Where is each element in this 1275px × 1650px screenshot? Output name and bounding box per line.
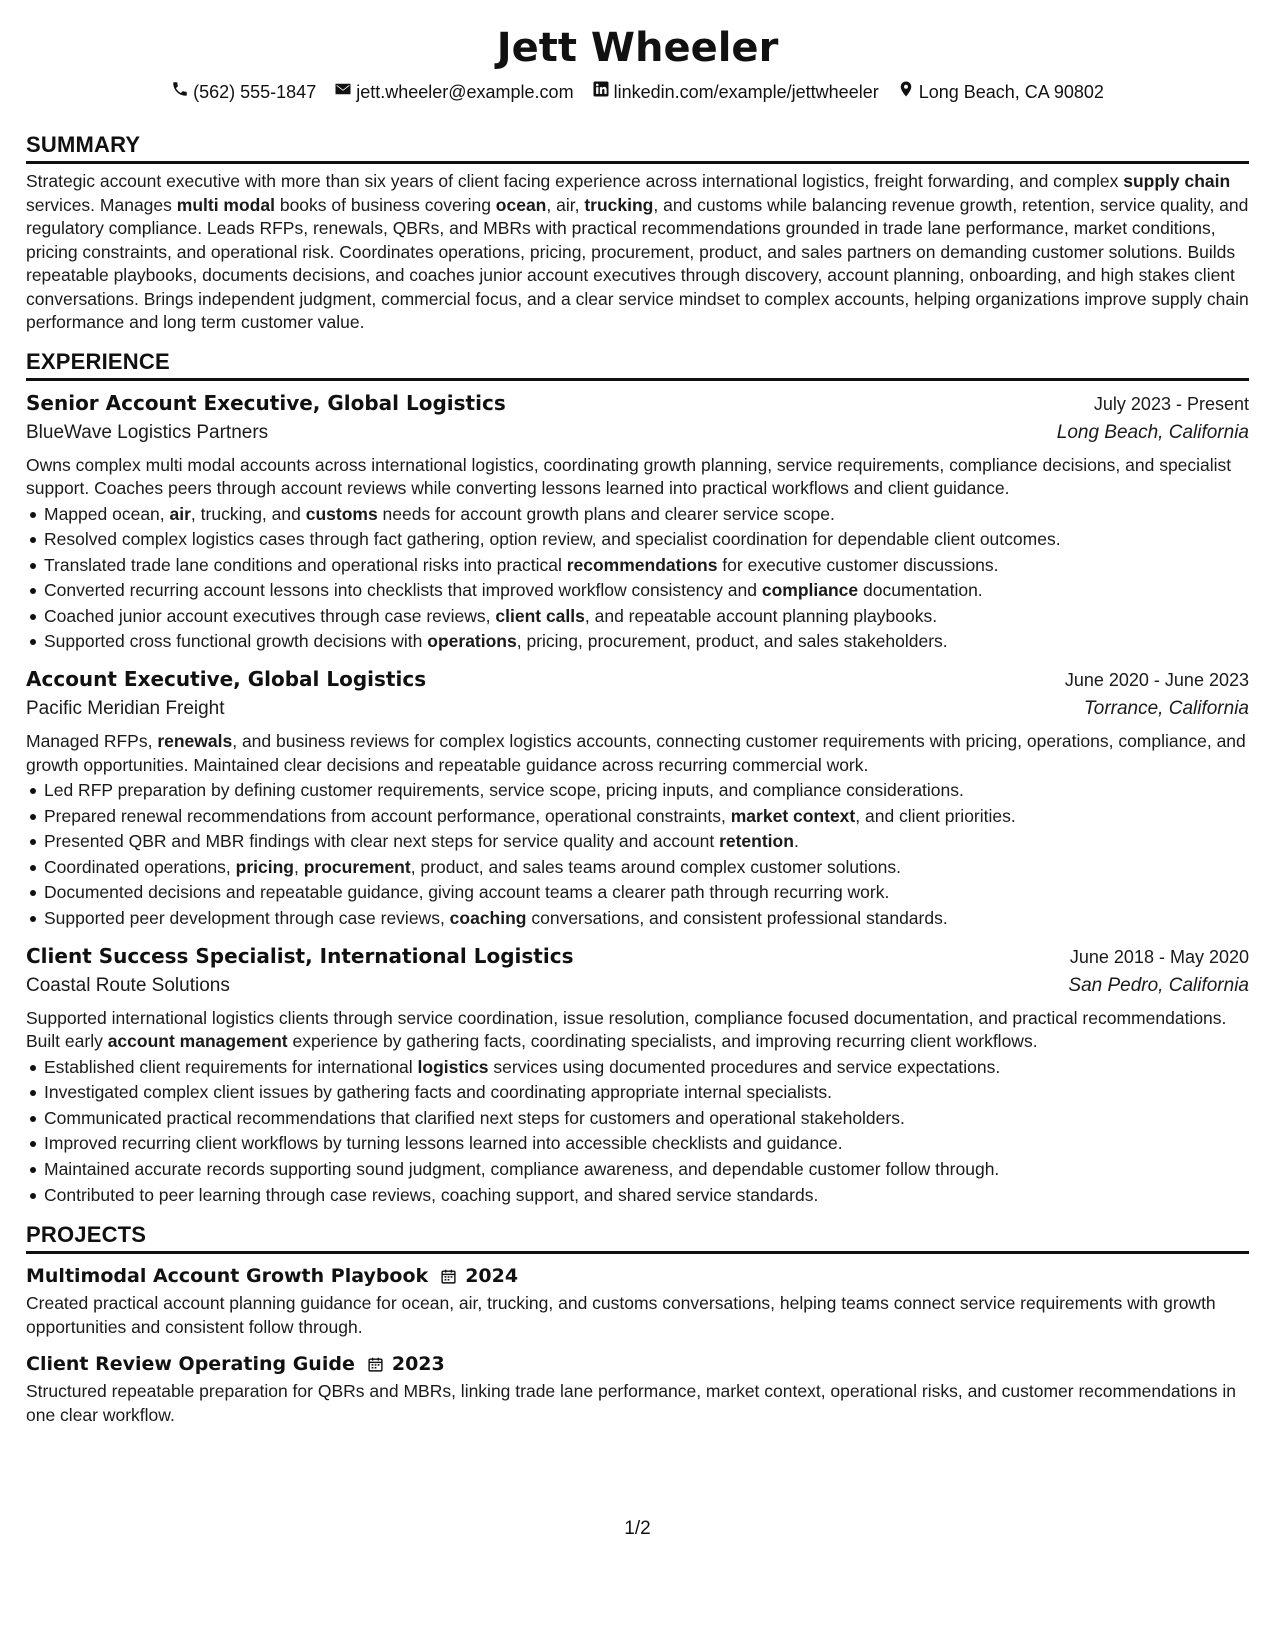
list-item: Mapped ocean, air, trucking, and customs needs for account growth plans and clearer service scope.: [44, 502, 1249, 528]
job-location: Long Beach, California: [1056, 421, 1249, 443]
list-item: Presented QBR and MBR findings with clear next steps for service quality and account retention.: [44, 829, 1249, 855]
list-item: Supported peer development through case reviews, coaching conversations, and consistent professional standards.: [44, 906, 1249, 932]
contact-phone[interactable]: [171, 80, 316, 104]
location-text: Long Beach, CA 90802: [918, 82, 1104, 102]
contact-linkedin[interactable]: [592, 80, 879, 104]
contact-bar: [26, 80, 1249, 104]
job-company: Pacific Meridian Freight: [26, 698, 225, 720]
list-item: Coached junior account executives through case reviews, client calls, and repeatable account planning playbooks.: [44, 604, 1249, 630]
email-text: jett.wheeler@example.com: [356, 82, 574, 102]
project-description: Created practical account planning guidance for ocean, air, trucking, and customs conversations, helping teams connect service requirements with growth opportunities and consistent follow through.: [26, 1293, 1216, 1337]
section-title-summary: SUMMARY: [26, 131, 1249, 164]
list-item: Led RFP preparation by defining customer requirements, service scope, pricing inputs, and compliance considerations.: [44, 778, 1249, 804]
job-description: Managed RFPs, renewals, and business reviews for complex logistics accounts, connecting customer requirements with pricing, operations, compliance, and growth opportunities. Maintained clear decisions and repeatable guidance across recurring commercial work.: [26, 731, 1246, 775]
linkedin-icon: [592, 80, 610, 104]
list-item: Contributed to peer learning through case reviews, coaching support, and shared service standards.: [44, 1183, 1249, 1209]
job-bullets: [26, 1055, 1249, 1209]
list-item: Improved recurring client workflows by turning lessons learned into accessible checklists and guidance.: [44, 1131, 1249, 1157]
phone-text: (562) 555-1847: [193, 82, 317, 102]
job-description: Supported international logistics clients through service coordination, issue resolution, compliance focused documentation, and practical recommendations. Built early account management experience by gathering facts, coordinating specialists, and improving recurring client workflows.: [26, 1007, 1227, 1052]
job-entry: [26, 942, 1249, 1209]
job-title: Account Executive, Global Logistics: [26, 667, 427, 692]
experience-section: [26, 348, 1249, 1209]
contact-location: [897, 80, 1104, 104]
list-item: Prepared renewal recommendations from account performance, operational constraints, market context, and client priorities.: [44, 804, 1249, 830]
project-entry: [26, 1350, 1249, 1427]
job-entry: [26, 389, 1249, 656]
list-item: Maintained accurate records supporting sound judgment, compliance awareness, and dependable customer follow through.: [44, 1157, 1249, 1183]
section-title-experience: EXPERIENCE: [26, 348, 1249, 381]
job-company: Coastal Route Solutions: [26, 974, 230, 996]
list-item: Coordinated operations, pricing, procurement, product, and sales teams around complex customer solutions.: [44, 855, 1249, 881]
projects-section: [26, 1221, 1249, 1427]
project-title: Client Review Operating Guide: [26, 1353, 355, 1376]
job-entry: [26, 665, 1249, 932]
section-title-projects: PROJECTS: [26, 1221, 1249, 1254]
project-title: Multimodal Account Growth Playbook: [26, 1265, 429, 1288]
linkedin-text: linkedin.com/example/jettwheeler: [613, 82, 879, 102]
project-year: 2024: [465, 1265, 519, 1288]
list-item: Translated trade lane conditions and operational risks into practical recommendations for executive customer discussions.: [44, 553, 1249, 579]
calendar-icon: [436, 1268, 457, 1285]
contact-email[interactable]: [334, 80, 573, 104]
job-location: San Pedro, California: [1068, 974, 1249, 996]
project-entry: [26, 1262, 1249, 1339]
job-dates: June 2020 - June 2023: [1064, 670, 1249, 691]
page-number: 1/2: [624, 1518, 651, 1539]
summary-text: Strategic account executive with more than six years of client facing experience across international logistics, freight forwarding, and complex supply chain services. Manages multi modal books of business covering ocean, air, trucking, and customs while balancing revenue growth, retention, service quality, and regulatory compliance. Leads RFPs, renewals, QBRs, and MBRs with practical recommendations grounded in trade lane performance, market conditions, pricing constraints, and operational risk. Coordinates operations, pricing, procurement, product, and sales partners on demanding customer solutions. Builds repeatable playbooks, documents decisions, and coaches junior account executives through discovery, account planning, onboarding, and high stakes client conversations. Brings independent judgment, commercial focus, and a clear service mindset to complex accounts, helping organizations improve supply chain performance and long term customer value.: [26, 171, 1249, 332]
project-description: Structured repeatable preparation for QBRs and MBRs, linking trade lane performance, market context, operational risks, and customer recommendations in one clear workflow.: [26, 1381, 1237, 1425]
job-bullets: [26, 502, 1249, 656]
job-bullets: [26, 778, 1249, 932]
job-title: Senior Account Executive, Global Logistics: [26, 390, 506, 415]
map-pin-icon: [897, 80, 915, 104]
list-item: Communicated practical recommendations that clarified next steps for customers and operational stakeholders.: [44, 1106, 1249, 1132]
envelope-icon: [334, 80, 352, 104]
list-item: Converted recurring account lessons into checklists that improved workflow consistency and compliance documentation.: [44, 578, 1249, 604]
candidate-name: Jett Wheeler: [496, 25, 779, 71]
phone-icon: [171, 80, 189, 104]
list-item: Supported cross functional growth decisions with operations, pricing, procurement, product, and sales stakeholders.: [44, 629, 1249, 655]
summary-section: [26, 131, 1249, 335]
job-title: Client Success Specialist, International Logistics: [26, 943, 574, 968]
list-item: Resolved complex logistics cases through fact gathering, option review, and specialist coordination for dependable client outcomes.: [44, 527, 1249, 553]
job-dates: July 2023 - Present: [1093, 393, 1249, 414]
calendar-icon: [363, 1356, 384, 1373]
job-description: Owns complex multi modal accounts across international logistics, coordinating growth planning, service requirements, compliance decisions, and specialist support. Coaches peers through account reviews while converting lessons learned into practical workflows and client guidance.: [26, 454, 1232, 498]
list-item: Established client requirements for international logistics services using documented procedures and service expectations.: [44, 1055, 1249, 1081]
project-year: 2023: [391, 1353, 445, 1376]
job-company: BlueWave Logistics Partners: [26, 421, 269, 443]
job-dates: June 2018 - May 2020: [1069, 946, 1249, 967]
job-location: Torrance, California: [1083, 698, 1249, 720]
list-item: Documented decisions and repeatable guidance, giving account teams a clearer path through recurring work.: [44, 880, 1249, 906]
list-item: Investigated complex client issues by gathering facts and coordinating appropriate internal specialists.: [44, 1080, 1249, 1106]
